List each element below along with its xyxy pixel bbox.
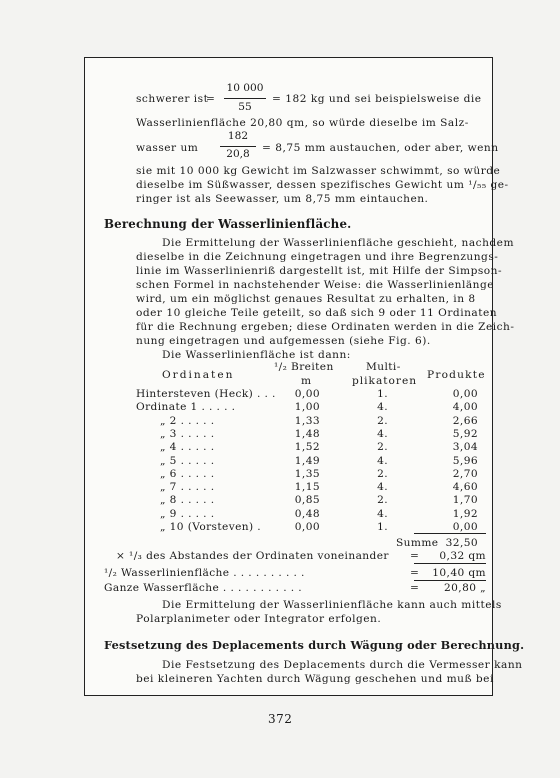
sum-rule xyxy=(414,533,486,534)
table-row-label: „ 9 . . . . . xyxy=(160,508,215,520)
text-line: Wasserlinienfläche 20,80 qm, so würde dieselbe im Salz- xyxy=(136,117,469,129)
table-row-breite: 0,85 xyxy=(294,494,320,506)
table-row-breite: 1,48 xyxy=(294,428,320,440)
fraction-denominator: 20,8 xyxy=(226,148,250,160)
table-row-breite: 0,00 xyxy=(294,388,320,400)
table-row-breite: 0,00 xyxy=(294,521,320,533)
text-line: schwerer ist xyxy=(136,93,209,105)
text-line: = 182 kg und sei beispielsweise die xyxy=(272,93,482,105)
calc-label: ¹/₂ Wasserlinienfläche . . . . . . . . . . xyxy=(104,567,305,579)
table-row-multiplikator: 4. xyxy=(377,401,388,413)
text-line: dieselbe im Süßwasser, dessen spezifisches Gewicht um ¹/₅₅ ge- xyxy=(136,179,509,191)
calc-label: Ganze Wasserfläche . . . . . . . . . . . xyxy=(104,582,303,594)
table-row-breite: 0,48 xyxy=(294,508,320,520)
text-line: sie mit 10 000 kg Gewicht im Salzwasser schwimmt, so würde xyxy=(136,165,501,177)
table-header-produkte: Produkte xyxy=(427,369,486,381)
text-line: linie im Wasserlinienriß dargestellt ist, mit Hilfe der Simpson- xyxy=(136,265,503,277)
fraction-numerator: 10 000 xyxy=(226,82,264,94)
text-line: bei kleineren Yachten durch Wägung geschehen und muß bei xyxy=(136,673,494,685)
table-header-multi: plikatoren xyxy=(352,375,418,387)
summe-label: Summe xyxy=(396,537,439,549)
table-header-multi: Multi- xyxy=(366,361,401,373)
table-row-multiplikator: 4. xyxy=(377,508,388,520)
table-row-breite: 1,49 xyxy=(294,455,320,467)
table-header-ordinaten: Ordinaten xyxy=(162,369,235,381)
table-row-label: Ordinate 1 . . . . . xyxy=(136,401,236,413)
table-row-produkt: 0,00 xyxy=(452,521,478,533)
table-row-multiplikator: 4. xyxy=(377,455,388,467)
text-line: wird, um ein möglichst genaues Resultat zu erhalten, in 8 xyxy=(136,293,476,305)
table-row-produkt: 4,00 xyxy=(452,401,478,413)
text-line: ringer ist als Seewasser, um 8,75 mm eintauchen. xyxy=(136,193,429,205)
table-header-breiten-unit: m xyxy=(301,375,312,387)
table-row-label: Hintersteven (Heck) . . . xyxy=(136,388,276,400)
text-line: Die Festsetzung des Deplacements durch die Vermesser kann xyxy=(162,659,523,671)
calc-value: 10,40 qm xyxy=(432,567,486,579)
calc-value: 20,80 „ xyxy=(444,582,486,594)
table-row-multiplikator: 1. xyxy=(377,388,388,400)
calc-rule xyxy=(414,563,486,564)
section-heading: Berechnung der Wasserlinienfläche. xyxy=(104,217,352,231)
text-line: = 8,75 mm austauchen, oder aber, wenn xyxy=(262,142,499,154)
text-line: dieselbe in die Zeichnung eingetragen und ihre Begrenzungs- xyxy=(136,251,499,263)
table-row-produkt: 4,60 xyxy=(452,481,478,493)
text-line: Die Ermittelung der Wasserlinienfläche kann auch mittels xyxy=(162,599,502,611)
table-row-label: „ 2 . . . . . xyxy=(160,415,215,427)
table-header-breiten: ¹/₂ Breiten xyxy=(274,361,334,373)
fraction-denominator: 55 xyxy=(238,101,252,113)
fraction-numerator: 182 xyxy=(227,130,249,142)
table-row-multiplikator: 1. xyxy=(377,521,388,533)
table-row-produkt: 0,00 xyxy=(452,388,478,400)
table-row-label: „ 6 . . . . . xyxy=(160,468,215,480)
calc-label: × ¹/₃ des Abstandes der Ordinaten voneinander xyxy=(116,550,389,562)
text-line: Die Wasserlinienfläche ist dann: xyxy=(162,349,351,361)
table-row-multiplikator: 2. xyxy=(377,494,388,506)
text-line: Die Ermittelung der Wasserlinienfläche geschieht, nachdem xyxy=(162,237,514,249)
table-row-multiplikator: 2. xyxy=(377,468,388,480)
table-row-label: „ 3 . . . . . xyxy=(160,428,215,440)
table-row-produkt: 3,04 xyxy=(452,441,478,453)
table-row-breite: 1,35 xyxy=(294,468,320,480)
table-row-produkt: 5,92 xyxy=(452,428,478,440)
equals-sign: = xyxy=(206,93,216,105)
fraction-bar xyxy=(224,98,266,99)
calc-equals: = xyxy=(410,567,420,579)
table-row-produkt: 2,66 xyxy=(452,415,478,427)
table-row-produkt: 1,70 xyxy=(452,494,478,506)
text-line: für die Rechnung ergeben; diese Ordinaten werden in die Zeich- xyxy=(136,321,515,333)
calc-equals: = xyxy=(410,550,420,562)
table-row-produkt: 2,70 xyxy=(452,468,478,480)
text-line: nung eingetragen und aufgemessen (siehe Fig. 6). xyxy=(136,335,431,347)
table-row-multiplikator: 2. xyxy=(377,415,388,427)
calc-rule xyxy=(414,580,486,581)
summe-value: 32,50 xyxy=(445,537,478,549)
calc-equals: = xyxy=(410,582,420,594)
table-row-label: „ 10 (Vorsteven) . xyxy=(160,521,262,533)
fraction-bar xyxy=(220,146,256,147)
table-row-produkt: 5,96 xyxy=(452,455,478,467)
table-row-produkt: 1,92 xyxy=(452,508,478,520)
page-number: 372 xyxy=(268,712,293,726)
table-row-label: „ 4 . . . . . xyxy=(160,441,215,453)
text-line: oder 10 gleiche Teile geteilt, so daß sich 9 oder 11 Ordinaten xyxy=(136,307,498,319)
text-line: schen Formel in nachstehender Weise: die Wasserlinienlänge xyxy=(136,279,495,291)
table-row-breite: 1,33 xyxy=(294,415,320,427)
table-row-multiplikator: 4. xyxy=(377,481,388,493)
section-heading: Festsetzung des Deplacements durch Wägung oder Berechnung. xyxy=(104,638,525,652)
table-row-breite: 1,52 xyxy=(294,441,320,453)
table-row-label: „ 5 . . . . . xyxy=(160,455,215,467)
text-line: Polarplanimeter oder Integrator erfolgen. xyxy=(136,613,382,625)
table-row-multiplikator: 4. xyxy=(377,428,388,440)
table-row-label: „ 7 . . . . . xyxy=(160,481,215,493)
table-row-breite: 1,15 xyxy=(294,481,320,493)
table-row-breite: 1,00 xyxy=(294,401,320,413)
text-line: wasser um xyxy=(136,142,199,154)
table-row-label: „ 8 . . . . . xyxy=(160,494,215,506)
calc-value: 0,32 qm xyxy=(439,550,486,562)
table-row-multiplikator: 2. xyxy=(377,441,388,453)
